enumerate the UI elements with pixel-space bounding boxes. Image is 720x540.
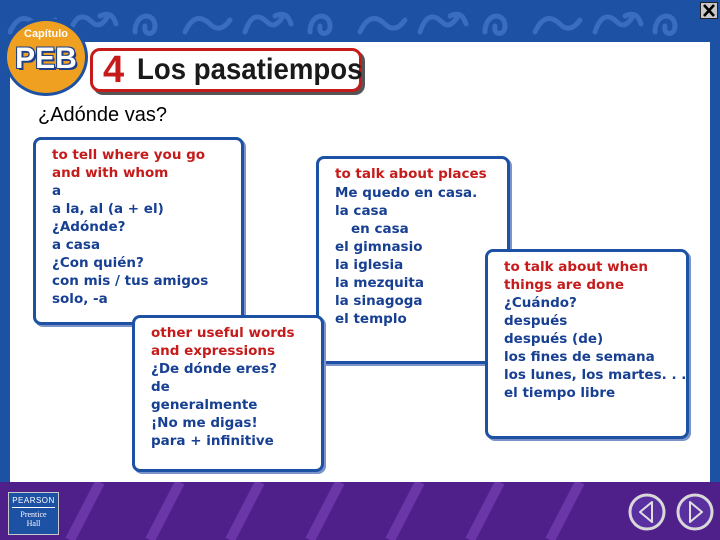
box-heading	[52, 147, 231, 182]
chapter-number: 4	[103, 49, 125, 91]
vocab-item: los fines de semana	[504, 349, 655, 365]
box-heading-line: other useful words	[151, 325, 295, 341]
bottom-stripe-pattern	[0, 482, 720, 540]
vocab-item: ¿De dónde eres?	[151, 361, 277, 377]
vocab-item: para + infinitive	[151, 433, 274, 449]
box-heading	[504, 259, 676, 294]
vocab-item: los lunes, los martes. . .	[504, 367, 687, 383]
box-heading-line: to talk about when	[504, 259, 648, 275]
vocab-item: el gimnasio	[335, 238, 423, 255]
vocab-item: a	[52, 183, 62, 199]
vocab-item: la sinagoga	[335, 292, 423, 309]
box-heading-line: to tell where you go	[52, 147, 206, 163]
chapter-title-banner	[90, 48, 362, 92]
vocab-item: ¿Adónde?	[52, 219, 126, 235]
vocab-item: a la, al (a + el)	[52, 201, 164, 217]
bottom-navigation-bar	[0, 482, 720, 540]
vocab-item: el tiempo libre	[504, 385, 616, 401]
vocab-item: solo, -a	[52, 291, 108, 307]
box-heading	[151, 325, 311, 360]
imprint-line: Hall	[26, 519, 41, 528]
vocab-item: ¡No me digas!	[151, 415, 258, 431]
band-pattern	[0, 2, 720, 40]
logo-divider	[12, 507, 55, 508]
box-heading-line: and with whom	[52, 164, 169, 181]
vocab-list	[151, 360, 311, 450]
vocab-item: de	[151, 379, 170, 395]
chapter-badge	[4, 18, 88, 96]
top-decorative-band	[0, 0, 720, 42]
close-button[interactable]	[700, 2, 718, 19]
chapter-code: PEB	[15, 42, 77, 75]
vocab-box-other-words	[132, 315, 324, 472]
chapter-label: Capítulo	[24, 28, 68, 40]
publisher-imprint	[9, 510, 58, 528]
vocab-item: la iglesia	[335, 256, 404, 273]
box-heading-line: and expressions	[151, 342, 276, 359]
imprint-line: Prentice	[20, 510, 47, 519]
vocab-box-talk-places	[316, 156, 510, 364]
vocab-box-tell-where	[33, 137, 244, 325]
box-heading-line: to talk about places	[335, 166, 487, 182]
vocab-item: después (de)	[504, 331, 604, 347]
vocab-list	[335, 184, 497, 328]
vocab-item: la casa	[335, 202, 388, 219]
arrow-right-icon	[676, 493, 714, 531]
vocab-list	[504, 294, 687, 402]
publisher-name: PEARSON	[12, 496, 55, 505]
vocab-item: generalmente	[151, 397, 258, 413]
vocab-item: ¿Con quién?	[52, 255, 144, 271]
vocab-item: ¿Cuándo?	[504, 295, 577, 311]
pearson-logo	[8, 492, 59, 535]
box-heading-line: things are done	[504, 276, 625, 293]
vocab-item: con mis / tus amigos	[52, 273, 209, 289]
vocab-list	[52, 182, 231, 308]
vocab-item: la mezquita	[335, 274, 424, 291]
arrow-left-icon	[628, 493, 666, 531]
vocab-box-talk-when	[485, 249, 689, 439]
vocab-item: el templo	[335, 310, 407, 327]
vocab-item: después	[504, 313, 568, 329]
page-subtitle: ¿Adónde vas?	[38, 104, 167, 126]
vocab-item: a casa	[52, 237, 101, 253]
close-icon	[701, 3, 717, 18]
next-button[interactable]	[676, 493, 714, 531]
previous-button[interactable]	[628, 493, 666, 531]
chapter-title: Los pasatiempos	[137, 53, 363, 86]
vocab-item: en casa	[351, 220, 409, 237]
vocab-item: Me quedo en casa.	[335, 184, 478, 201]
box-heading	[335, 166, 497, 184]
